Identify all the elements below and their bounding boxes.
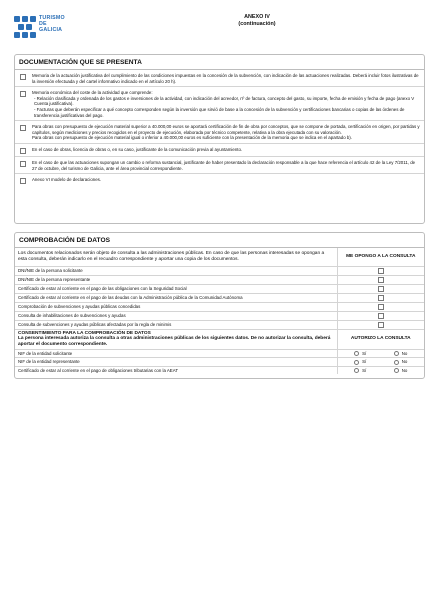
document-item: [15, 87, 424, 121]
authorize-options-cell: [337, 349, 424, 357]
document-item: [15, 157, 424, 174]
document-item-line: En el caso de obras, licencia de obras o, en su caso, justificante de la comunicación previa al ayuntamiento.: [32, 146, 243, 152]
radio-button-icon[interactable]: [354, 351, 359, 356]
document-item-line: Para obras con presupuesto de ejecución material superior a 40.000,00 euros se aportará certificación de fin de obra por conceptos, que se compone de portada, certificación en origen, por partidas y capítulos, según mediciones y precios recogidos en el proyecto de ejecución, elaborada por técnico competente, relativa a la obra ejecutada con su valoración.: [32, 124, 420, 135]
radio-button-icon[interactable]: [354, 368, 359, 373]
document-item: [15, 70, 424, 87]
document-item-line: En el caso de que las actuaciones supongan un cambio o reforma sustancial, justificante de haber presentado la declaración responsable a la que hace referencia el artículo 42 de la Ley 7/2011, de 27 de octubre, del turismo de Galicia, ante el área provincial correspondiente.: [32, 159, 416, 171]
annex-title: ANEXO IV: [244, 14, 270, 20]
logo-line-1: TURISMO: [39, 15, 65, 21]
document-item-line: Memoria de la actuación justificativa del cumplimiento de las condiciones impuestas en la concesión de la subvención, con indicación de las actuaciones realizadas. Deberá incluir fotos ilustrativas de la inversión efectuada y del cartel informativo indicado en el artículo 20 h).: [32, 73, 419, 84]
authorize-yes-label: Sí: [362, 359, 367, 365]
oppose-row: [15, 275, 424, 284]
consent-title: CONSENTIMIENTO PARA LA COMPROBACIÓN DE DATOS: [18, 330, 151, 336]
document-checkbox[interactable]: [20, 148, 26, 154]
oppose-item-label: Certificado de estar al corriente en el pago de las deudas con la Administración pública de la Comunidad Autónoma: [15, 293, 337, 302]
logo-mark-icon: [14, 16, 36, 38]
authorize-row: [15, 349, 424, 357]
authorize-options-cell: [337, 358, 424, 366]
document-item-text: [32, 73, 420, 84]
form-header: [14, 12, 425, 52]
radio-button-icon[interactable]: [394, 360, 399, 365]
document-checkbox[interactable]: [20, 91, 26, 97]
consent-intro-text: La persona interesada autoriza la consulta a otras administraciones públicas de los siguientes datos. De no autorizar la consulta, deberá aportar el documento correspondiente.: [18, 336, 331, 348]
oppose-row: [15, 320, 424, 329]
oppose-row: [15, 293, 424, 302]
oppose-item-label: Certificado de estar al corriente en el pago de las obligaciones con la Seguridad Social: [15, 284, 337, 293]
oppose-checkbox[interactable]: [378, 322, 384, 328]
document-item-line: - Facturas que deberán especificar a qué concepto corresponden según la inversión que sirvió de base a la concesión de la subvención y certificaciones bancarias o copias de las órdenes de transferencia justificativas del pago.: [34, 106, 405, 118]
oppose-checkbox-cell: [337, 284, 424, 293]
oppose-column-header: ME OPONGO A LA CONSULTA: [337, 248, 424, 266]
oppose-checkbox-cell: [337, 275, 424, 284]
document-item-text: [32, 177, 420, 184]
document-item: [15, 121, 424, 144]
document-item-line: - Relación clasificada y ordenada de los gastos e inversiones de la actividad, con indicación del acreedor, nº de factura, concepto del gasto, su importe, fecha de emisión y fecha de pago (anexo V Cuenta justificativa).: [34, 95, 415, 107]
document-item: [15, 174, 424, 186]
oppose-checkbox[interactable]: [378, 295, 384, 301]
authorize-item-label: NIF de la entidad representante: [15, 358, 337, 366]
documentation-section: [14, 54, 425, 224]
documentation-list: [15, 70, 424, 186]
oppose-checkbox-cell: [337, 266, 424, 275]
oppose-row: [15, 284, 424, 293]
authorize-no-option[interactable]: [394, 359, 408, 364]
oppose-checkbox[interactable]: [378, 304, 384, 310]
radio-button-icon[interactable]: [394, 368, 399, 373]
logo-line-2: DE: [39, 21, 47, 27]
document-checkbox[interactable]: [20, 161, 26, 167]
documentation-title: DOCUMENTACIÓN QUE SE PRESENTA: [15, 55, 424, 70]
document-item-text: [32, 147, 420, 154]
authorize-no-label: No: [401, 350, 408, 356]
authorize-no-option[interactable]: [394, 351, 408, 356]
authorize-yes-option[interactable]: [354, 351, 366, 356]
oppose-checkbox-cell: [337, 293, 424, 302]
oppose-checkbox[interactable]: [378, 268, 384, 274]
oppose-checkbox[interactable]: [378, 277, 384, 283]
annex-heading: [212, 14, 302, 28]
document-item: [15, 144, 424, 157]
authorize-options-cell: [337, 366, 424, 374]
oppose-row: [15, 311, 424, 320]
authorize-yes-label: Sí: [362, 350, 367, 356]
data-check-section: [14, 232, 425, 379]
oppose-checkbox-cell: [337, 302, 424, 311]
document-item-text: [32, 124, 420, 141]
document-item-line: Para obras con presupuesto de ejecución material igual o inferior a 40.000,00 euros es suficiente con la presentación de la memoria que se indica en el apartado b).: [32, 135, 352, 141]
oppose-checkbox[interactable]: [378, 286, 384, 292]
authorize-item-label: NIF de la entidad solicitante: [15, 349, 337, 357]
consent-header-cell: [15, 329, 337, 349]
annex-subtitle: (continuación): [238, 21, 276, 27]
document-item-line: Memoria económica del coste de la actividad que comprende:: [32, 90, 153, 96]
data-check-title: COMPROBACIÓN DE DATOS: [15, 233, 424, 248]
oppose-row: [15, 266, 424, 275]
oppose-row: [15, 302, 424, 311]
document-checkbox[interactable]: [20, 178, 26, 184]
oppose-checkbox-cell: [337, 311, 424, 320]
document-checkbox[interactable]: [20, 125, 26, 131]
data-check-table: [15, 248, 424, 374]
authorize-column-header: AUTORIZO LA CONSULTA: [337, 329, 424, 349]
radio-button-icon[interactable]: [354, 360, 359, 365]
authorize-row: [15, 366, 424, 374]
logo-line-3: GALICIA: [39, 27, 63, 33]
authorize-no-label: No: [401, 367, 408, 373]
document-item-text: [32, 160, 420, 171]
oppose-item-label: Comprobación de subvenciones y ayudas públicas concedidas: [15, 302, 337, 311]
oppose-item-label: Consulta de subvenciones y ayudas públicas afectadas por la regla de minimis: [15, 320, 337, 329]
document-item-line: Anexo VI modelo de declaraciones.: [32, 177, 102, 183]
authorize-yes-option[interactable]: [354, 368, 366, 373]
consent-header-row: [15, 329, 424, 349]
oppose-checkbox[interactable]: [378, 313, 384, 319]
oppose-item-label: DNI/NIE de la persona representante: [15, 275, 337, 284]
document-checkbox[interactable]: [20, 74, 26, 80]
authorize-row: [15, 358, 424, 366]
authorize-item-label: Certificado de estar al corriente en el pago de obligaciones tributarias con la AEAT: [15, 366, 337, 374]
authorize-no-option[interactable]: [394, 368, 408, 373]
authorize-yes-label: Sí: [362, 367, 367, 373]
authorize-no-label: No: [401, 359, 408, 365]
turismo-de-galicia-logo: [14, 12, 84, 48]
oppose-checkbox-cell: [337, 320, 424, 329]
oppose-intro-text: Los documentos relacionados serán objeto de consulta a las administraciones públicas. En caso de que las personas interesadas se opongan a esta consulta, deberán indicarlo en el recuadro correspondiente y aportar una copia de los documentos.: [18, 251, 325, 262]
oppose-item-label: Consulta de inhabilitaciones de subvenciones y ayudas: [15, 311, 337, 320]
document-item-text: [32, 90, 420, 118]
oppose-header-row: [15, 248, 424, 266]
oppose-item-label: DNI/NIE de la persona solicitante: [15, 266, 337, 275]
radio-button-icon[interactable]: [394, 351, 399, 356]
authorize-yes-option[interactable]: [354, 359, 366, 364]
